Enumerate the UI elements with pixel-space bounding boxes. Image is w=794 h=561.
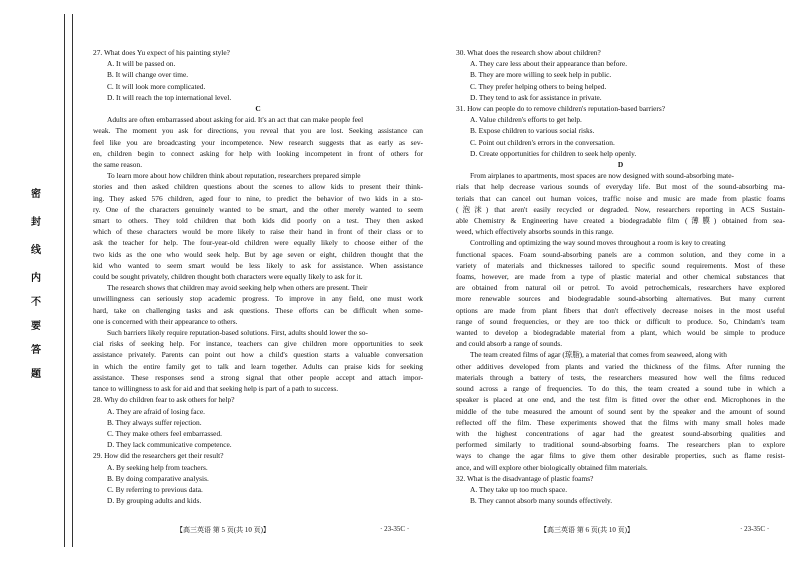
question-stem: 30. What does the research show about children? [456,48,601,57]
answer-option: B. Expose children to various social risks. [470,126,595,136]
passage-line: functional spaces. Foam sound-absorbing panels are a common solution, and they come in a [456,249,785,259]
passage-line: ask the teacher for help. The four-year-old children were equally likely to choose either of the [93,238,423,248]
answer-option: B. It will change over time. [107,70,189,80]
binding-char: 不 [31,297,41,308]
passage-line: assistance privately. Parents can point out how a child's question starts a valuable conversation [93,350,423,360]
answer-option: A. They are afraid of losing face. [107,406,205,416]
passage-line: ance, and will explore other biologically obtained film materials. [456,462,648,472]
answer-option: D. Create opportunities for children to seek help openly. [470,148,637,158]
passage-line: Controlling and optimizing the way sound moves throughout a room is key to creating [470,238,726,248]
passage-line: kid who wanted to seem smart would be less likely to ask for assistance. When assistance [93,260,423,270]
passage-line: ry. One of the characters genuinely wanted to be smart, and the other merely wanted to seem [93,204,423,214]
passage-line: sound across a range of frequencies. To do this, the team created a sound tube in which a [456,384,785,394]
passage-line: tance to willingness to ask for aid and that seeking help is part of a path to success. [93,384,339,394]
passage-line: The team created films of agar (琼脂), a material that comes from seaweed, along with [470,350,727,360]
passage-line: other additives developed from plants and varied the thickness of the films. After running the [456,361,785,371]
passage-line: range of sound frequencies, or they are too thick or difficult to produce. So, Chindam's team [456,316,785,326]
passage-line: ways to change the agar films to give them other desirable properties, such as flame resist- [456,451,785,461]
question-stem: 32. What is the disadvantage of plastic foams? [456,473,594,483]
passage-line: Adults are often embarrassed about asking for aid. It's an act that can make people feel [107,115,364,125]
passage-line: To learn more about how children think about reputation, researchers prepared simple [107,171,361,181]
passage-line: feel like you are broadcasting your incompetence. New research suggests that as early as sev- [93,137,423,147]
passage-line: could be sought privately, children thought both characters were equally likely to ask for it. [93,272,363,282]
question-stem: 28. Why do children fear to ask others for help? [93,395,235,405]
passage-line: are obtained from natural oil or petrol. To avoid petrochemicals, researchers have explored [456,283,785,293]
passage-line: Such barriers likely require reputation-based solutions. First, adults should lower the so- [107,328,368,338]
page-6-footer: 【高三英语 第 6 页(共 10 页)】 [540,526,634,534]
passage-line: terials that can cancel out human voices, traffic noise and music are made from plastic foams [456,193,785,203]
passage-line: weak. The moment you ask for directions, you reveal that you are lost. Seeking assistance can [93,126,423,136]
passage-line: hard, take on challenging tasks and ask questions. These efforts can be difficult when some- [93,305,423,315]
answer-option: B. They cannot absorb many sounds effectively. [470,496,613,506]
answer-option: A. By seeking help from teachers. [107,462,208,472]
answer-option: C. By referring to previous data. [107,484,203,494]
binding-char: 封 [31,217,41,228]
question-stem: 31. How can people do to remove children's reputation-based barriers? [456,104,666,114]
answer-option: C. They prefer helping others to being helped. [470,81,607,91]
answer-option: A. They take up too much space. [470,484,568,494]
passage-line: weed, which effectively absorbs sounds in this range. [456,227,614,237]
passage-line: the same reason. [93,160,143,170]
passage-line: in which the entire family get to talk and learn together. Adults can praise kids for seeking [93,361,423,371]
passage-line: one is concerned with their appearance to others. [93,316,238,326]
passage-line: assistance. These responses send a strong signal that other people accept and attach impor- [93,372,423,382]
passage-line: (泡沫) that aren't easily recycled or degraded. Now, researchers reporting in ACS Sustain- [456,204,785,214]
passage-line: ing. They asked 576 children, aged four to nine, to predict the behavior of two kids in a sto- [93,193,423,203]
binding-notice [28,185,44,385]
question-stem: 27. What does Yu expect of his painting style? [93,48,230,57]
passage-line: which of these characters would be more likely to raise their hand in front of their class or to [93,227,423,237]
answer-option: D. They tend to ask for assistance in private. [470,92,602,102]
passage-line: wanted to develop a biodegradable material from a plant, which would be simple to produce [456,328,785,338]
binding-char: 题 [31,369,41,380]
binding-char: 要 [31,321,41,332]
binding-rule-inner [72,14,73,547]
answer-option: D. It will reach the top international level. [107,92,232,102]
passage-line: foams, however, are made from a type of plastic material and other chemical substances that [456,272,785,282]
passage-line: materials through a battery of tests, the researchers measured how well the films reduced [456,372,785,382]
binding-char: 密 [31,189,41,200]
passage-line: From airplanes to apartments, most spaces are now designed with sound-absorbing mate- [470,171,734,181]
passage-line: and could absorb a range of sounds. [456,339,563,349]
answer-option: A. It will be passed on. [107,59,176,69]
binding-margin [0,0,80,561]
page-6-column [456,47,785,506]
passage-line: stories and then asked children questions about the scenes to allow kids to present their think- [93,182,423,192]
passage-line: The research shows that children may avoid seeking help when others are present. Their [107,283,368,293]
passage-line: en, children begin to connect asking for help with looking incompetent in front of others for [93,148,423,158]
passage-line: middle of the tube measured the amount of sound sent by the speaker and the amount of sound [456,406,785,416]
passage-line: reflected off the film. These experiments showed that the films with many small holes made [456,417,785,427]
passage-line: performed similarly to traditional sound-absorbing foams. The researchers plan to explore [456,440,785,450]
passage-line: speaker is placed at one end, and the test film is fitted over the other end. Microphones in the [456,395,785,405]
page-5-footer: 【高三英语 第 5 页(共 10 页)】 [176,526,270,534]
answer-option: B. They always suffer rejection. [107,417,202,427]
section-heading: D [617,160,624,170]
answer-option: C. It will look more complicated. [107,81,206,91]
answer-option: D. They lack communicative competence. [107,440,232,450]
answer-option: B. By doing comparative analysis. [107,473,209,483]
binding-char: 答 [31,345,41,356]
answer-option: A. Value children's efforts to get help. [470,115,582,125]
passage-line: with the highest concentrations of agar had the greatest sound-absorbing qualities and [456,428,785,438]
page-5-code: · 23-35C · [380,525,410,533]
page-6-code: · 23-35C · [740,525,770,533]
passage-line: two kids as the one who would seek help. But by age seven or eight, children thought that the [93,249,423,259]
binding-char: 内 [31,273,41,284]
passage-line: variety of materials and thicknesses tailored to specific sound requirements. Most of these [456,260,785,270]
answer-option: D. By grouping adults and kids. [107,496,202,506]
passage-line: options are made from plant fibers that don't effectively decrease noises in the most useful [456,305,785,315]
page-5-column [93,47,423,506]
passage-line: rials that help decrease various sounds of everyday life. But most of the sound-absorbing ma- [456,182,785,192]
passage-line: cial risks of seeking help. For instance, teachers can give children more opportunities to seek [93,339,423,349]
passage-line: more renewable sources and biodegradable sound-absorbing alternatives. But many current [456,294,785,304]
answer-option: C. They make others feel embarrassed. [107,428,222,438]
answer-option: A. They care less about their appearance than before. [470,59,628,69]
question-stem: 29. How did the researchers get their result? [93,451,224,461]
binding-rule-outer [64,14,65,547]
section-heading: C [255,104,261,114]
binding-char: 线 [31,245,41,256]
answer-option: B. They are more willing to seek help in public. [470,70,612,80]
passage-line: unwillingness can seriously stop academic progress. To improve in any field, one must work [93,294,423,304]
answer-option: C. Point out children's errors in the conversation. [470,137,615,147]
passage-line: smart to others. They told children that both kids did poorly on a test. They then asked [93,216,423,226]
passage-line: able Chemistry & Engineering have created a biodegradable film (薄膜) obtained from sea- [456,216,785,226]
